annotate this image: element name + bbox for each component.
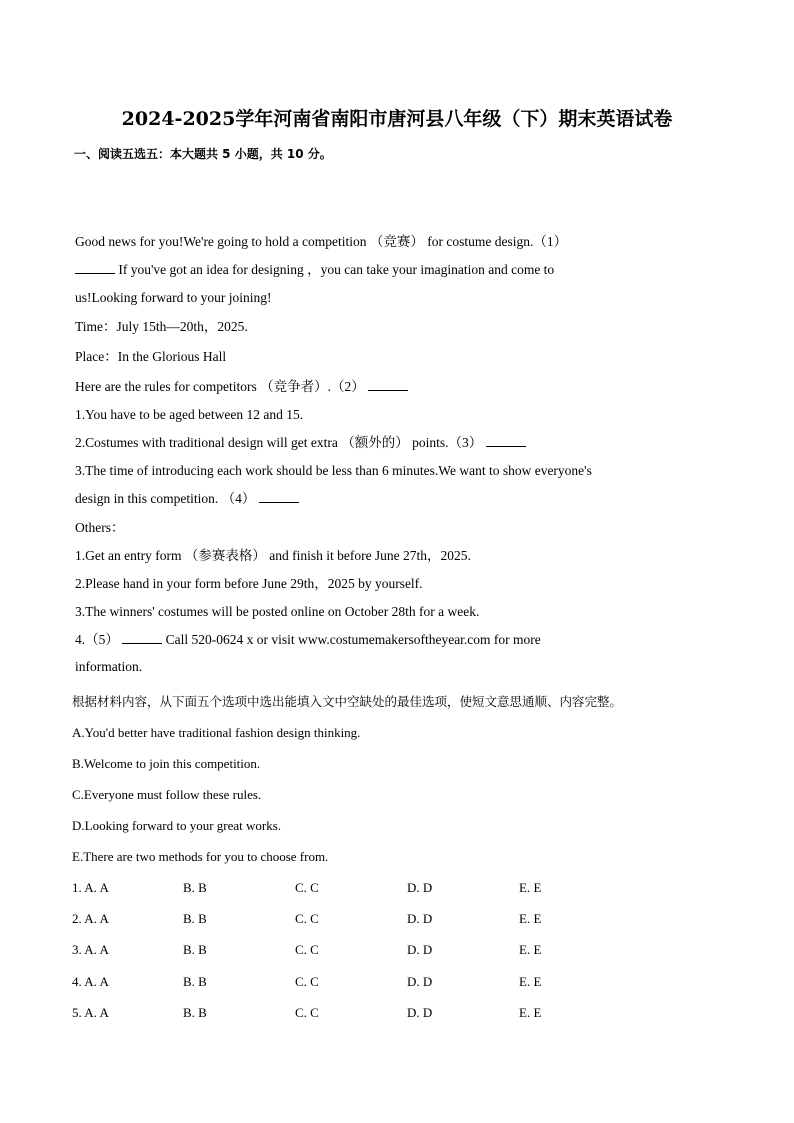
choice-a[interactable]: 2. A. A (72, 911, 109, 926)
choice-b[interactable]: B. B (183, 974, 207, 989)
instruction: 根据材料内容，从下面五个选项中选出能填入文中空缺处的最佳选项，使短文意思通顺、内容完整。 (72, 694, 623, 709)
choice-c[interactable]: C. C (295, 942, 319, 957)
choice-b[interactable]: B. B (183, 942, 207, 957)
choice-b[interactable]: B. B (183, 880, 207, 895)
passage-line: Others： (75, 520, 125, 535)
passage-line: us!Looking forward to your joining! (75, 290, 272, 305)
section-heading: 一、阅读五选五：本大题共 5 小题，共 10 分。 (74, 147, 332, 161)
question-row (72, 974, 592, 992)
choice-a[interactable]: 3. A. A (72, 942, 109, 957)
passage-line: Good news for you!We're going to hold a competition （竞赛） for costume design.（1） (75, 234, 568, 249)
passage-line-text: Call 520-0624 x or visit www.costumemakersoftheyear.com for more (162, 632, 541, 647)
passage-line-text: Here are the rules for competitors （竞争者）.（2） (75, 379, 365, 394)
passage-line: 1.Get an entry form （参赛表格） and finish it before June 27th，2025. (75, 548, 471, 563)
choice-b[interactable]: B. B (183, 1005, 207, 1020)
page-title: 2024-2025学年河南省南阳市唐河县八年级（下）期末英语试卷 (121, 108, 673, 130)
option-a: A.You'd better have traditional fashion design thinking. (72, 725, 361, 740)
option-c: C.Everyone must follow these rules. (72, 787, 262, 802)
question-row (72, 880, 592, 898)
passage-line (75, 631, 541, 649)
choice-c[interactable]: C. C (295, 911, 319, 926)
passage-line: 2.Please hand in your form before June 29th，2025 by yourself. (75, 576, 423, 591)
passage-line: 3.The winners' costumes will be posted online on October 28th for a week. (75, 604, 480, 619)
passage-line: 3.The time of introducing each work should be less than 6 minutes.We want to show everyone's (75, 463, 592, 478)
choice-e[interactable]: E. E (519, 974, 542, 989)
question-row (72, 911, 592, 929)
choice-e[interactable]: E. E (519, 1005, 542, 1020)
passage-line: information. (75, 659, 143, 674)
answer-blank[interactable] (122, 642, 162, 644)
choice-a[interactable]: 4. A. A (72, 974, 109, 989)
choice-c[interactable]: C. C (295, 880, 319, 895)
choice-d[interactable]: D. D (407, 942, 433, 957)
passage-line: Place：In the Glorious Hall (75, 349, 227, 364)
question-row (72, 1005, 592, 1023)
option-b: B.Welcome to join this competition. (72, 756, 261, 771)
passage-line (75, 434, 526, 452)
option-e: E.There are two methods for you to choose from. (72, 849, 329, 864)
choice-d[interactable]: D. D (407, 1005, 433, 1020)
passage-line (75, 378, 408, 396)
choice-e[interactable]: E. E (519, 942, 542, 957)
passage-line: Time：July 15th—20th，2025. (75, 319, 248, 334)
passage-line-text: If you've got an idea for designing ，you can take your imagination and come to (115, 262, 555, 277)
passage-line: 1.You have to be aged between 12 and 15. (75, 407, 304, 422)
answer-blank[interactable] (75, 272, 115, 274)
choice-a[interactable]: 1. A. A (72, 880, 109, 895)
choice-e[interactable]: E. E (519, 880, 542, 895)
passage-line-text: design in this competition. （4） (75, 491, 256, 506)
answer-blank[interactable] (368, 389, 408, 391)
choice-d[interactable]: D. D (407, 911, 433, 926)
passage-line-text: 4.（5） (75, 632, 119, 647)
question-row (72, 942, 592, 960)
choice-e[interactable]: E. E (519, 911, 542, 926)
option-d: D.Looking forward to your great works. (72, 818, 282, 833)
choice-a[interactable]: 5. A. A (72, 1005, 109, 1020)
passage-line-text: 2.Costumes with traditional design will get extra （额外的） points.（3） (75, 435, 483, 450)
choice-d[interactable]: D. D (407, 974, 433, 989)
answer-blank[interactable] (259, 501, 299, 503)
choice-c[interactable]: C. C (295, 1005, 319, 1020)
choice-d[interactable]: D. D (407, 880, 433, 895)
answer-blank[interactable] (486, 445, 526, 447)
passage-line (75, 490, 299, 508)
choice-c[interactable]: C. C (295, 974, 319, 989)
choice-b[interactable]: B. B (183, 911, 207, 926)
passage-line (75, 261, 554, 279)
